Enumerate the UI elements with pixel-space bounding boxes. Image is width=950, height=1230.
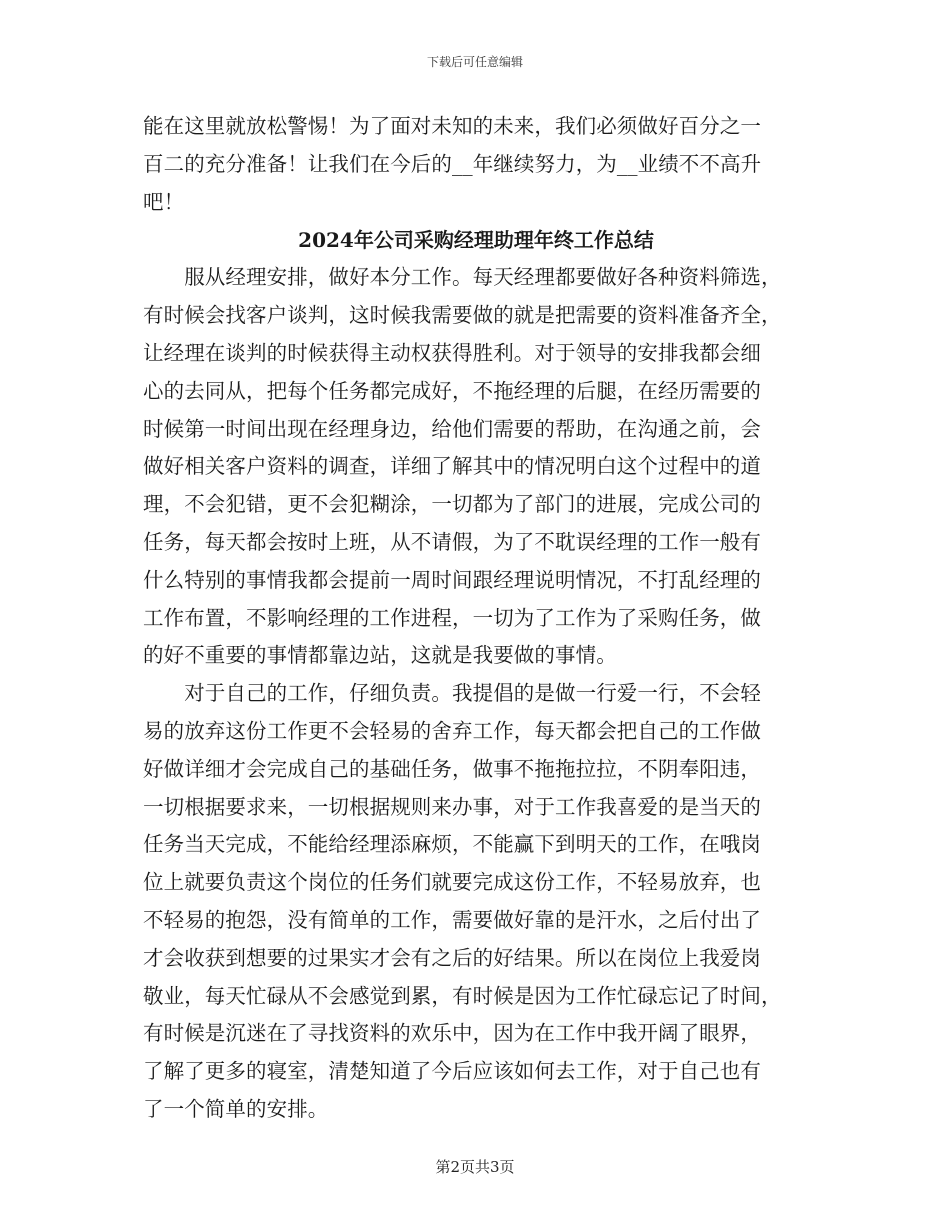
paragraph-2 bbox=[143, 675, 803, 1129]
text-line: 才会收获到想要的过果实才会有之后的好结果。所以在岗位上我爱岗 bbox=[143, 945, 761, 970]
page-number-footer: 第2页共3页 bbox=[435, 1158, 515, 1176]
text-line: 位上就要负责这个岗位的任务们就要完成这份工作，不轻易放弃，也 bbox=[143, 870, 761, 895]
intro-paragraph bbox=[143, 108, 803, 221]
text-line: 有时候会找客户谈判，这时候我需要做的就是把需要的资料准备齐全， bbox=[143, 303, 782, 328]
text-line: 不轻易的抱怨，没有简单的工作，需要做好靠的是汗水，之后付出了 bbox=[143, 907, 761, 932]
text-line: 能在这里就放松警惕！为了面对未知的未来，我们必须做好百分之一 bbox=[143, 114, 761, 138]
document-title: 2024年公司采购经理助理年终工作总结 bbox=[298, 228, 654, 253]
paragraph-1 bbox=[143, 259, 803, 675]
text-line: 工作布置，不影响经理的工作进程，一切为了工作为了采购任务，做 bbox=[143, 605, 761, 630]
text-line: 敬业，每天忙碌从不会感觉到累，有时候是因为工作忙碌忘记了时间， bbox=[143, 983, 782, 1008]
text-line: 易的放弃这份工作更不会轻易的舍弃工作，每天都会把自己的工作做 bbox=[143, 718, 761, 743]
text-line: 让经理在谈判的时候获得主动权获得胜利。对于领导的安排我都会细 bbox=[143, 340, 761, 365]
text-line: 任务当天完成，不能给经理添麻烦，不能赢下到明天的工作，在哦岗 bbox=[143, 832, 761, 857]
text-line: 心的去同从，把每个任务都完成好，不拖经理的后腿，在经历需要的 bbox=[143, 378, 761, 403]
text-line: 了一个简单的安排。 bbox=[143, 1096, 329, 1121]
text-line: 一切根据要求来，一切根据规则来办事，对于工作我喜爱的是当天的 bbox=[143, 794, 761, 819]
text-line: 理，不会犯错，更不会犯糊涂，一切都为了部门的进展，完成公司的 bbox=[143, 492, 761, 517]
text-line: 的好不重要的事情都靠边站，这就是我要做的事情。 bbox=[143, 643, 617, 668]
text-line: 对于自己的工作，仔细负责。我提倡的是做一行爱一行，不会轻 bbox=[143, 681, 761, 706]
text-line: 吧！ bbox=[143, 189, 185, 214]
text-line: 百二的充分准备！让我们在今后的__年继续努力，为__业绩不不高升 bbox=[143, 151, 762, 176]
text-line: 有时候是沉迷在了寻找资料的欢乐中，因为在工作中我开阔了眼界， bbox=[143, 1021, 761, 1046]
text-line: 时候第一时间出现在经理身边，给他们需要的帮助，在沟通之前，会 bbox=[143, 416, 761, 441]
text-line: 做好相关客户资料的调查，详细了解其中的情况明白这个过程中的道 bbox=[143, 454, 761, 479]
text-line: 什么特别的事情我都会提前一周时间跟经理说明情况，不打乱经理的 bbox=[143, 567, 761, 592]
page-header: 下载后可任意编辑 bbox=[426, 55, 523, 69]
text-line: 好做详细才会完成自己的基础任务，做事不拖拖拉拉，不阴奉阳违， bbox=[143, 756, 761, 781]
text-line: 了解了更多的寝室，清楚知道了今后应该如何去工作，对于自己也有 bbox=[143, 1059, 761, 1084]
text-line: 任务，每天都会按时上班，从不请假，为了不耽误经理的工作一般有 bbox=[143, 529, 761, 554]
document-body bbox=[143, 108, 803, 1129]
text-line: 服从经理安排，做好本分工作。每天经理都要做好各种资料筛选， bbox=[143, 265, 782, 290]
